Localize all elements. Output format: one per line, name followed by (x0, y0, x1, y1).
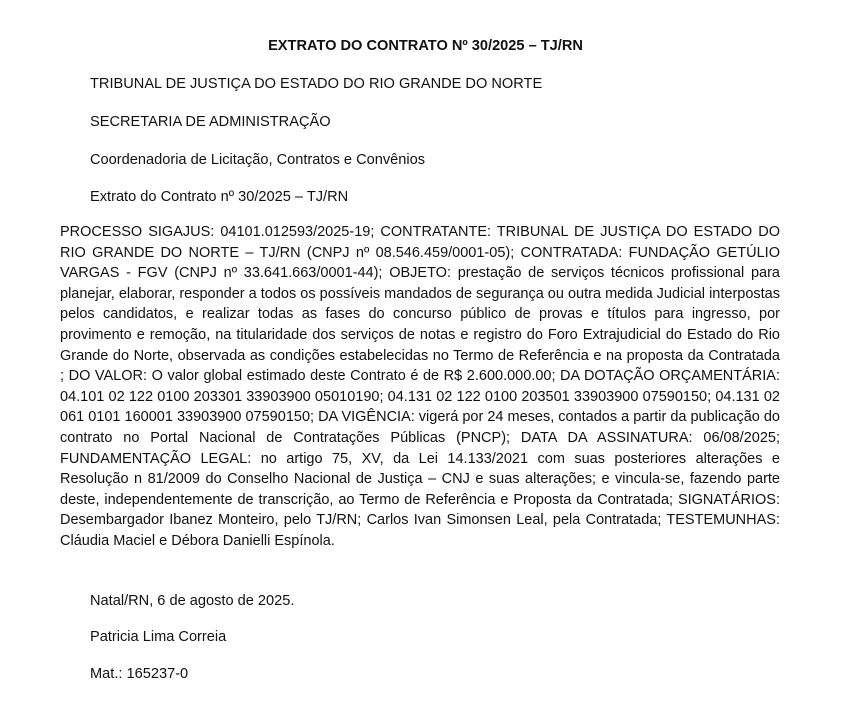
secretariat-name: SECRETARIA DE ADMINISTRAÇÃO (90, 114, 331, 130)
place-date: Natal/RN, 6 de agosto de 2025. (90, 593, 295, 609)
contract-body-paragraph: PROCESSO SIGAJUS: 04101.012593/2025-19; CONTRATANTE: TRIBUNAL DE JUSTIÇA DO ESTADO DO RIO GRANDE DO NORTE – TJ/RN (CNPJ nº 08.546.459/0001-05); CONTRATADA: FUNDAÇÃO GETÚLIO VARGAS - FGV (CNPJ nº 33.641.663/0001-44); OBJETO: prestação de serviços técnicos profissional para planejar, elaborar, responder a todos os possíveis mandados de segurança ou outra medida Judicial interpostas pelos candidatos, e realizar todas as fases do concurso público de provas e títulos para ingresso, por provimento e remoção, na titularidade dos serviços de notas e registro do Foro Extrajudicial do Estado do Rio Grande do Norte, observada as condições estabelecidas no Termo de Referência e na proposta da Contratada ; DO VALOR: O valor global estimado deste Contrato é de R$ 2.600.000.00; DA DOTAÇÃO ORÇAMENTÁRIA: 04.101 02 122 0100 203301 33903900 05010190; 04.131 02 122 0100 203501 33903900 07590150; 04.131 02 061 0101 160001 33903900 07590150; DA VIGÊNCIA: vigerá por 24 meses, contados a partir da publicação do contrato no Portal Nacional de Contratações Públicas (PNCP); DATA DA ASSINATURA: 06/08/2025; FUNDAMENTAÇÃO LEGAL: no artigo 75, XV, da Lei 14.133/2021 com suas posteriores alterações e Resolução n 81/2009 do Conselho Nacional de Justiça – CNJ e suas alterações; e vincula-se, fazendo parte deste, independentemente de transcrição, ao Termo de Referência e Proposta da Contratada; SIGNATÁRIOS: Desembargador Ibanez Monteiro, pelo TJ/RN; Carlos Ivan Simonsen Leal, pela Contratada; TESTEMUNHAS: Cláudia Maciel e Débora Danielli Espínola. (60, 224, 780, 549)
contract-extract-subtitle: Extrato do Contrato nº 30/2025 – TJ/RN (90, 189, 349, 205)
court-name: TRIBUNAL DE JUSTIÇA DO ESTADO DO RIO GRANDE DO NORTE (90, 76, 543, 92)
signer-name: Patricia Lima Correia (90, 629, 227, 645)
signer-registration: Mat.: 165237-0 (90, 666, 189, 682)
coordination-name: Coordenadoria de Licitação, Contratos e Convênios (90, 152, 426, 168)
document-title: EXTRATO DO CONTRATO Nº 30/2025 – TJ/RN (268, 38, 583, 54)
